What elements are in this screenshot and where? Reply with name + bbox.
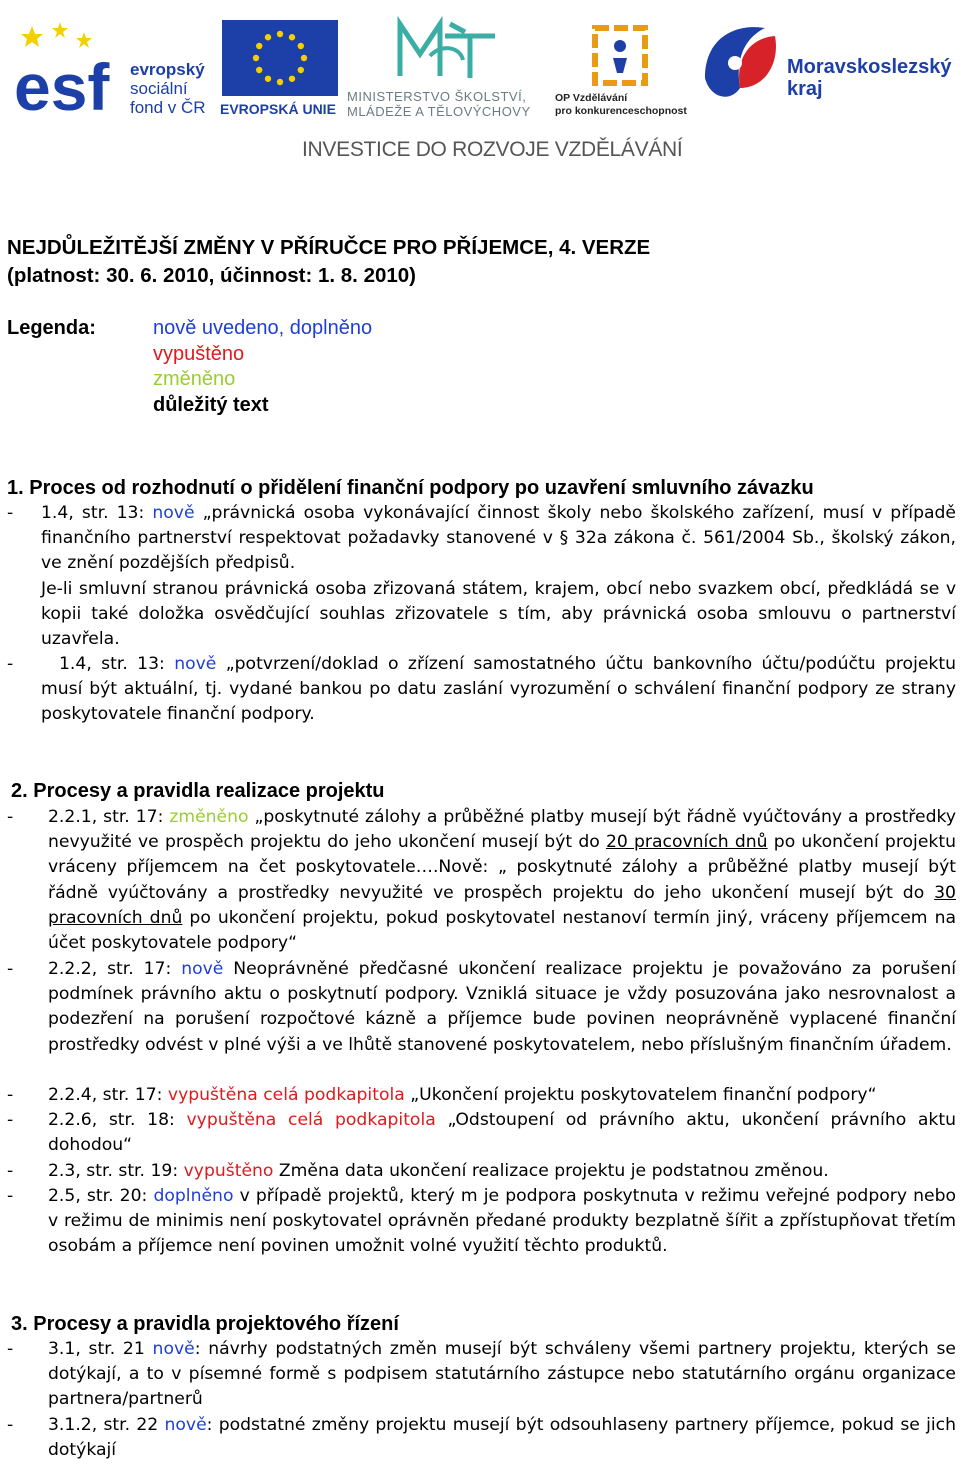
- list-dash: -: [7, 1110, 14, 1130]
- legend-items: [153, 316, 372, 418]
- eu-logo: [220, 18, 340, 123]
- op-line2: pro konkurenceschopnost: [555, 105, 687, 117]
- msk-logo: [695, 18, 955, 123]
- item-tag-changed: změněno: [169, 807, 249, 827]
- eu-star-icon: [298, 67, 304, 73]
- esf-line3: fond v ČR: [130, 98, 206, 117]
- eu-star-icon: [256, 43, 262, 49]
- item-tag-removed: vypuštěno: [183, 1161, 274, 1181]
- op-logo: [555, 18, 685, 123]
- eu-star-icon: [265, 76, 271, 82]
- item-ref: 2.2.1, str. 17:: [48, 807, 164, 827]
- document-title: [7, 234, 650, 290]
- msk-line1: Moravskoslezský: [787, 56, 952, 78]
- item-text-b: po ukončení projektu vráceny příjemcem na čet poskytovatele….Nově: „ poskytnuté zálohy a průběžné platby musejí být řádně vyúčtovány a prostředky nevyužité ve prospěch projektu do jeho ukončení musejí být do: [48, 832, 956, 903]
- list-dash: -: [7, 1161, 14, 1181]
- eu-star-icon: [301, 55, 307, 61]
- item-underline-2: 30 pracovních dnů: [48, 882, 956, 928]
- msmt-line1: MINISTERSTVO ŠKOLSTVÍ,: [347, 89, 527, 104]
- legend-changed: změněno: [153, 368, 236, 390]
- eu-star-icon: [277, 31, 283, 37]
- section2-item1: [7, 805, 956, 956]
- legend-important: důležitý text: [153, 393, 269, 416]
- section3-item1: [7, 1337, 956, 1413]
- item-tag-added: doplněno: [153, 1186, 234, 1206]
- list-dash: -: [7, 1415, 14, 1435]
- section2-heading: 2. Procesy a pravidla realizace projektu: [11, 780, 385, 802]
- item-text: „potvrzení/doklad o zřízení samostatného účtu bankovního účtu/podúčtu projektu musí být aktuální, tj. vydané bankou po datu zaslání vyrozumění o schválení finanční podpory ze strany poskytovatele finanční podpory.: [41, 654, 957, 725]
- list-dash: -: [7, 654, 14, 674]
- section2-item3: [7, 1083, 956, 1108]
- section1-item2: [7, 652, 957, 728]
- eu-star-icon: [256, 67, 262, 73]
- eu-text: EVROPSKÁ UNIE: [220, 101, 336, 117]
- item-ref: 3.1, str. 21: [48, 1339, 145, 1359]
- section2-item2: [7, 957, 956, 1058]
- list-dash: -: [7, 1085, 14, 1105]
- eu-star-icon: [289, 34, 295, 40]
- item-text: : návrhy podstatných změn musejí být schváleny všemi partnery projektu, kterých se dotýkají, a to v písemné formě s podpisem statutárního zástupce nebo statutárního orgánu organizace partnera/partnerů: [48, 1339, 956, 1410]
- item-ref: 2.2.6, str. 18:: [48, 1110, 175, 1130]
- list-dash: -: [7, 1186, 14, 1206]
- eu-star-icon: [298, 43, 304, 49]
- item-tag-new: nově: [174, 654, 217, 674]
- item-tag-new: nově: [152, 503, 195, 523]
- item-text: Neoprávněné předčasné ukončení realizace projektu je považováno za porušení podmínek právního aktu o poskytnutí podpory. Vzniklá situace je vždy posuzována jako nesrovnalost a podezření na porušení rozpočtové kázně a příjemce bude povinen neoprávněně vyplacené finanční prostředky odvést v plné výši a ve lhůtě stanovené poskytovatelem, nebo příslušným finančním úřadem.: [48, 959, 956, 1055]
- item-underline-1: 20 pracovních dnů: [605, 832, 768, 853]
- legend-new: nově uvedeno, doplněno: [153, 317, 373, 339]
- section3-item2: [7, 1413, 956, 1463]
- item-ref: 3.1.2, str. 22: [48, 1415, 159, 1435]
- eu-star-icon: [289, 76, 295, 82]
- item-tag-new: nově: [152, 1339, 195, 1359]
- item-text-c: po ukončení projektu, pokud poskytovatel nestanoví termín jiný, vráceny příjemcem na účet poskytovatele podpory“: [48, 907, 956, 954]
- legend-removed: vypuštěno: [153, 342, 245, 365]
- op-line1: OP Vzdělávání: [555, 92, 628, 104]
- list-dash: -: [7, 503, 14, 523]
- section1-item1: [7, 501, 956, 652]
- item-text: : podstatné změny projektu musejí být odsouhlaseny partnery příjemce, pokud se jich dotýkají: [48, 1415, 956, 1461]
- msmt-logo: [345, 16, 550, 126]
- list-dash: -: [7, 959, 14, 979]
- eu-star-icon: [265, 34, 271, 40]
- section2-item4: [7, 1108, 957, 1158]
- item-ref: 2.2.2, str. 17:: [48, 959, 172, 979]
- eu-flag-icon: [220, 18, 340, 98]
- item-text: v případě projektů, který m je podpora poskytnuta v režimu veřejné podpory nebo v režimu de minimis není poskytovatel oprávněn předané produkty bezplatně šířit a zpřístupňovat třetím osobám a příjemce není povinen umožnit volné využití těchto produktů.: [48, 1186, 957, 1257]
- eu-star-icon: [277, 79, 283, 85]
- item-tag-removed: vypuštěna celá podkapitola: [167, 1085, 405, 1105]
- item-text: „právnická osoba vykonávající činnost školy nebo školského zařízení, musí v případě finančního partnerství respektovat požadavky stanovené v § 32a zákona č. 561/2004 Sb., školský zákon, ve znění pozdějších předpisů.: [41, 503, 956, 574]
- item-text: „Ukončení projektu poskytovatelem finanční podpory“: [410, 1085, 877, 1105]
- item-text-a: „poskytnuté zálohy a průběžné platby musejí být řádně vyúčtovány a prostředky nevyužité ve prospěch projektu do jeho ukončení musejí být do: [48, 807, 956, 853]
- item-ref: 2.5, str. 20:: [48, 1186, 148, 1206]
- msmt-line2: MLÁDEŽE A TĚLOVÝCHOVY: [347, 104, 531, 119]
- section2-item5: [7, 1159, 956, 1184]
- item-ref: 2.2.4, str. 17:: [48, 1085, 163, 1105]
- item-tag-removed: vypuštěna celá podkapitola: [186, 1110, 436, 1130]
- esf-line2: sociální: [130, 79, 188, 98]
- item-text: Změna data ukončení realizace projektu je podstatnou změnou.: [278, 1161, 829, 1181]
- slogan: INVESTICE DO ROZVOJE VZDĚLÁVÁNÍ: [302, 138, 683, 161]
- item-ref: 1.4, str. 13:: [59, 654, 165, 674]
- title-line1: NEJDŮLEŽITĚJŠÍ ZMĚNY V PŘÍRUČCE PRO PŘÍJEMCE, 4. VERZE: [7, 236, 651, 259]
- logo-bar: [0, 0, 960, 180]
- list-dash: -: [7, 807, 14, 827]
- item-ref: 2.3, str. str. 19:: [48, 1161, 179, 1181]
- legend-label: Legenda:: [7, 317, 96, 339]
- item-tag-new: nově: [181, 959, 224, 979]
- msmt-monogram-icon: [345, 16, 550, 86]
- item-text: „Odstoupení od právního aktu, ukončení právního aktu dohodou“: [48, 1110, 957, 1156]
- section2-item6: [7, 1184, 957, 1260]
- msk-emblem-icon: [695, 18, 785, 118]
- item-text-2: Je-li smluvní stranou právnická osoba zřizovaná státem, krajem, obcí nebo svazkem obcí, předkládá se v kopii také doložka osvědčující souhlas zřizovatele s tím, aby právnická osoba smlouvu o partnerství uzavřela.: [41, 578, 956, 650]
- section3-heading: 3. Procesy a pravidla projektového řízení: [11, 1313, 399, 1335]
- item-tag-new: nově: [164, 1415, 207, 1435]
- svg-text:esf: esf: [14, 50, 110, 123]
- esf-line1: evropský: [130, 60, 205, 79]
- item-ref: 1.4, str. 13:: [41, 503, 145, 523]
- title-line2: (platnost: 30. 6. 2010, účinnost: 1. 8. 2010): [7, 264, 416, 287]
- eu-star-icon: [253, 55, 259, 61]
- msk-line2: kraj: [787, 78, 823, 100]
- list-dash: -: [7, 1339, 14, 1359]
- section1-heading: 1. Proces od rozhodnutí o přidělení finanční podpory po uzavření smluvního závazku: [7, 477, 814, 499]
- esf-logo: [12, 18, 217, 123]
- op-logo-graphic: [555, 18, 685, 88]
